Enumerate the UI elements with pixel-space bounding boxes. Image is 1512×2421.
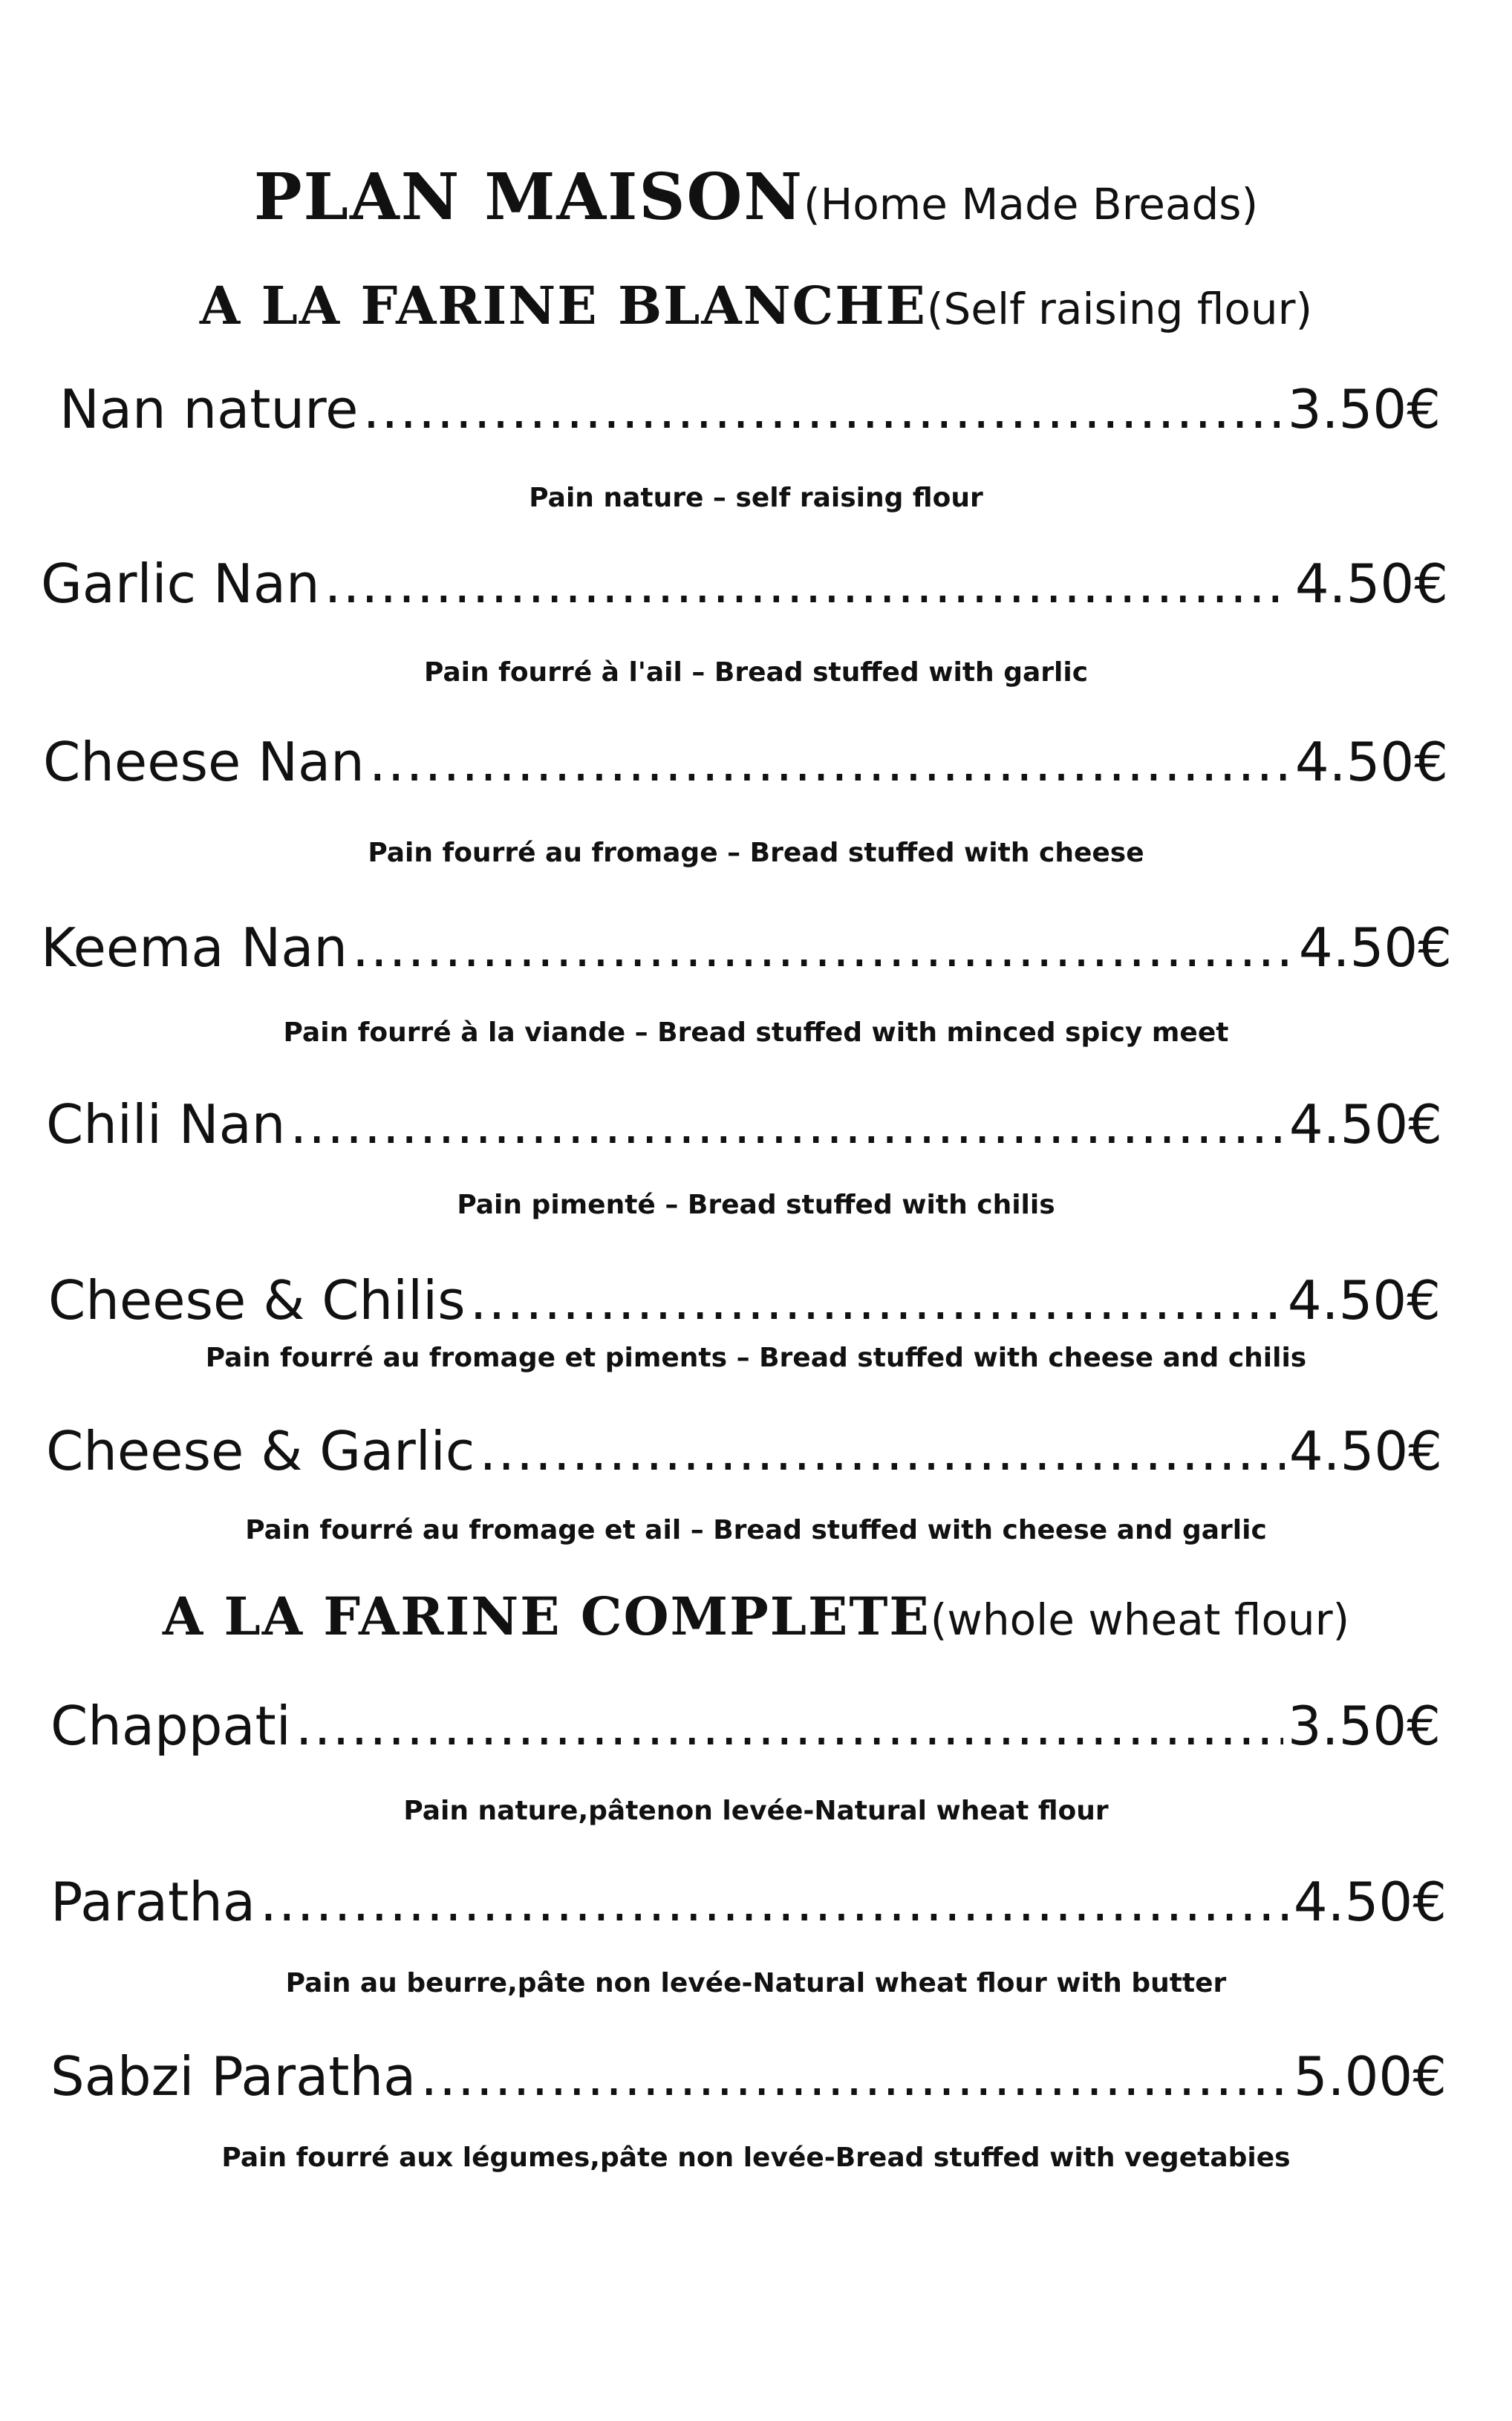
dot-leader	[369, 735, 1291, 789]
item-price: 3.50€	[1287, 378, 1441, 440]
menu-item-nan-nature	[59, 378, 1441, 440]
item-price: 4.50€	[1294, 553, 1448, 615]
item-name: Chappati	[50, 1695, 291, 1757]
item-name: Nan nature	[59, 378, 359, 440]
item-description: Pain nature – self raising flour	[529, 483, 983, 513]
dot-leader	[296, 1699, 1283, 1753]
item-description: Pain fourré au fromage et piments – Bread stuffed with cheese and chilis	[205, 1343, 1307, 1373]
section-title-white-flour	[0, 275, 1512, 336]
section-title-white-flour-sub: (Self raising flour)	[926, 284, 1313, 334]
menu-item-paratha	[50, 1871, 1447, 1933]
dot-leader	[479, 1424, 1285, 1478]
item-name: Sabzi Paratha	[50, 2045, 417, 2108]
menu-item-chili-nan	[46, 1093, 1442, 1156]
item-price: 4.50€	[1293, 1871, 1447, 1933]
item-description: Pain fourré à l'ail – Bread stuffed with garlic	[423, 657, 1089, 688]
item-name: Paratha	[50, 1871, 256, 1933]
dot-leader	[470, 1274, 1283, 1327]
menu-item-garlic-nan	[41, 553, 1448, 615]
menu-item-cheese-chilis	[48, 1269, 1441, 1332]
item-description: Pain fourré aux légumes,pâte non levée-Bread stuffed with vegetabies	[221, 2143, 1291, 2173]
item-price: 3.50€	[1287, 1695, 1441, 1757]
item-description: Pain fourré à la viande – Bread stuffed with minced spicy meet	[283, 1017, 1229, 1048]
menu-item-chappati	[50, 1695, 1441, 1757]
dot-leader	[290, 1098, 1284, 1151]
page-title-main: PLAN MAISON	[253, 160, 804, 235]
item-name: Chili Nan	[46, 1093, 286, 1156]
section-title-white-flour-main: A LA FARINE BLANCHE	[199, 275, 927, 336]
dot-leader	[420, 2050, 1289, 2103]
item-name: Garlic Nan	[41, 553, 320, 615]
item-price: 4.50€	[1287, 1269, 1441, 1332]
item-price: 4.50€	[1294, 731, 1448, 793]
page-title	[0, 160, 1512, 235]
item-price: 4.50€	[1288, 1093, 1442, 1156]
item-description: Pain au beurre,pâte non levée-Natural wheat flour with butter	[285, 1968, 1227, 1998]
dot-leader	[325, 557, 1291, 610]
item-name: Keema Nan	[41, 916, 348, 979]
item-description: Pain fourré au fromage et ail – Bread stuffed with cheese and garlic	[245, 1515, 1267, 1545]
dot-leader	[362, 382, 1283, 436]
dot-leader	[352, 921, 1294, 974]
menu-item-sabzi-paratha	[50, 2045, 1447, 2108]
item-name: Cheese Nan	[43, 731, 365, 793]
item-description: Pain fourré au fromage – Bread stuffed with cheese	[368, 838, 1144, 868]
item-price: 4.50€	[1288, 1420, 1442, 1482]
dot-leader	[260, 1875, 1289, 1929]
item-description: Pain nature,pâtenon levée-Natural wheat flour	[403, 1796, 1109, 1826]
menu-item-cheese-garlic	[46, 1420, 1442, 1482]
item-description: Pain pimenté – Bread stuffed with chilis	[457, 1190, 1055, 1220]
section-title-whole-wheat-main: A LA FARINE COMPLETE	[162, 1586, 931, 1647]
section-title-whole-wheat	[0, 1586, 1512, 1647]
item-price: 5.00€	[1293, 2045, 1447, 2108]
item-name: Cheese & Chilis	[48, 1269, 466, 1332]
item-name: Cheese & Garlic	[46, 1420, 475, 1482]
section-title-whole-wheat-sub: (whole wheat flour)	[930, 1594, 1350, 1645]
item-price: 4.50€	[1298, 916, 1452, 979]
page-title-sub: (Home Made Breads)	[804, 179, 1259, 229]
menu-item-keema-nan	[41, 916, 1452, 979]
menu-item-cheese-nan	[43, 731, 1448, 793]
